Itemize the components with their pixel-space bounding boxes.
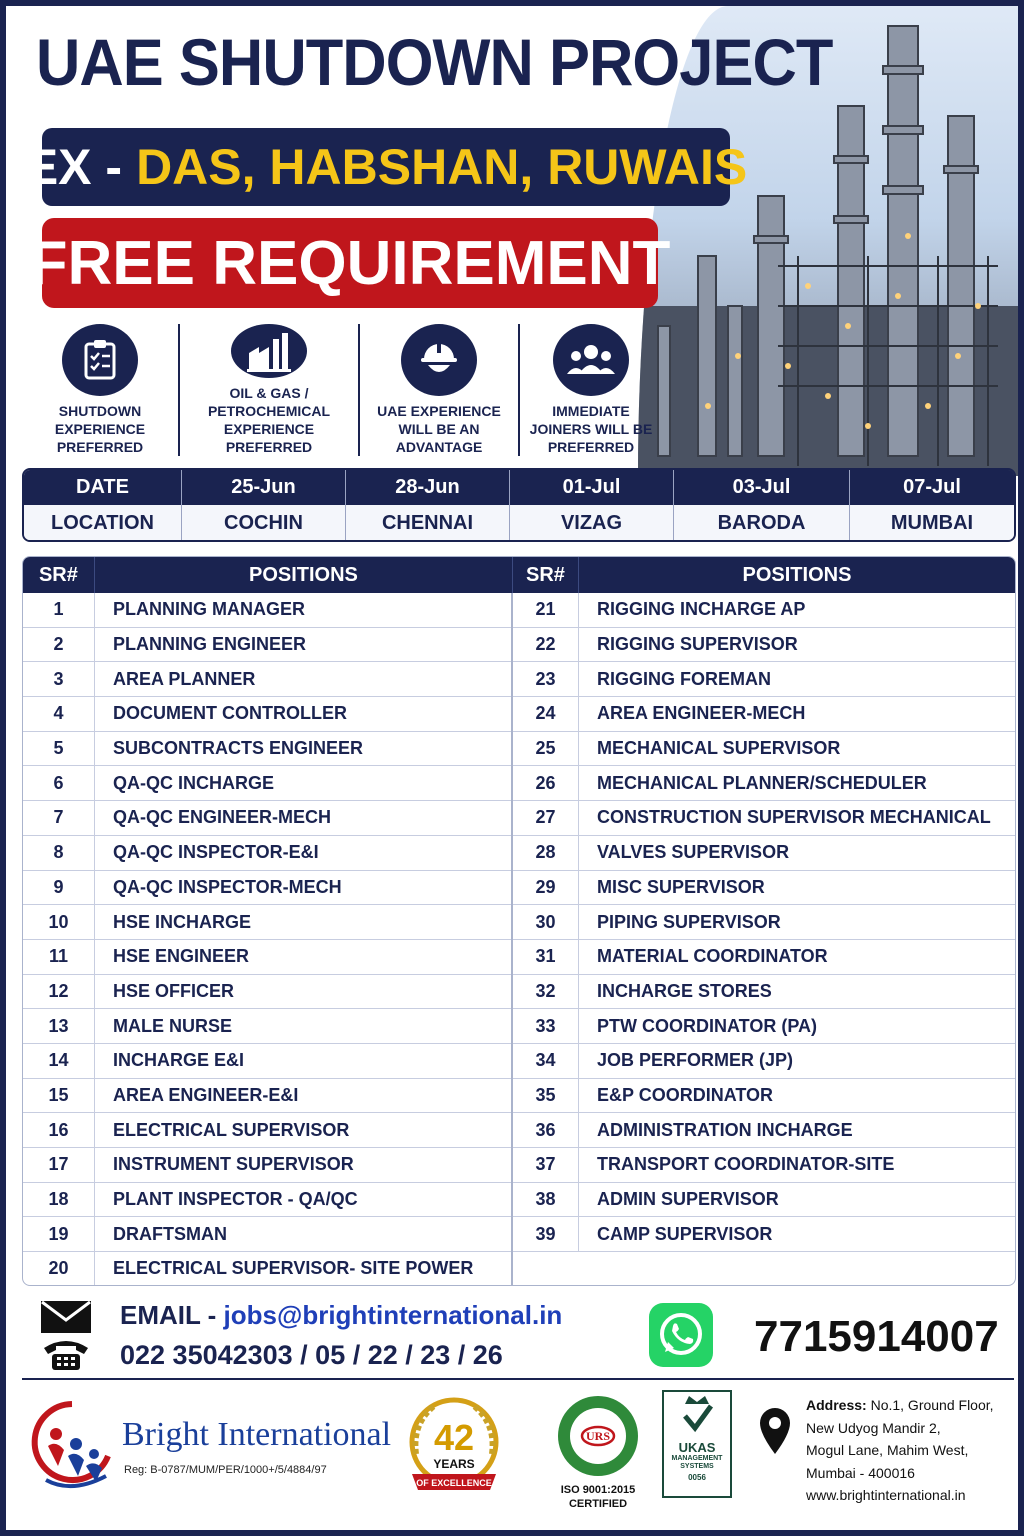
position-row [23, 1009, 511, 1044]
position-row [23, 1148, 511, 1183]
address-label: Address: [806, 1397, 867, 1413]
schedule-date: 28-Jun [346, 470, 510, 505]
position-name: E&P COORDINATOR [597, 1084, 774, 1105]
ex-prefix: EX - [24, 139, 123, 195]
refinery-plant-icon [231, 324, 307, 378]
position-row [23, 662, 511, 697]
position-row [513, 801, 1015, 836]
interview-schedule-table [22, 468, 1016, 542]
iso-certification [538, 1394, 658, 1511]
position-name: MECHANICAL PLANNER/SCHEDULER [597, 772, 927, 793]
position-row [23, 1044, 511, 1079]
position-row [23, 628, 511, 663]
position-name: HSE ENGINEER [113, 946, 250, 967]
feature-uae-experience [360, 324, 520, 456]
position-name: QA-QC INSPECTOR-E&I [113, 842, 319, 863]
position-sr: 1 [23, 593, 95, 627]
position-name: AREA PLANNER [113, 668, 256, 689]
worker-helmet-icon [401, 324, 477, 396]
schedule-date: 25-Jun [182, 470, 346, 505]
position-row [23, 940, 511, 975]
positions-right-column [513, 593, 1015, 1286]
position-name: MALE NURSE [113, 1015, 233, 1036]
position-sr: 6 [23, 766, 95, 800]
whatsapp-number[interactable]: 7715914007 [754, 1312, 999, 1361]
address-line: No.1, Ground Floor, [870, 1397, 994, 1413]
position-row [513, 1148, 1015, 1183]
position-name: TRANSPORT COORDINATOR-SITE [597, 1154, 895, 1175]
schedule-date: 07-Jul [903, 476, 961, 498]
position-name: CAMP SUPERVISOR [597, 1223, 773, 1244]
location-label: LOCATION [24, 505, 182, 542]
position-row [513, 1183, 1015, 1218]
position-sr: 24 [513, 697, 579, 731]
position-sr: 18 [23, 1183, 95, 1217]
feature-shutdown [22, 324, 180, 456]
schedule-location: MUMBAI [890, 512, 974, 534]
schedule-location: BARODA [674, 505, 850, 542]
position-sr: 25 [513, 732, 579, 766]
position-name: INCHARGE STORES [597, 980, 772, 1001]
schedule-location: COCHIN [182, 505, 346, 542]
position-name: RIGGING INCHARGE AP [597, 599, 806, 620]
header-positions: POSITIONS [95, 557, 513, 593]
position-row [513, 975, 1015, 1010]
feature-text: SHUTDOWN EXPERIENCE PREFERRED [54, 403, 146, 455]
address-block [806, 1394, 994, 1507]
position-name: ELECTRICAL SUPERVISOR- SITE POWER [113, 1258, 474, 1279]
position-row [513, 628, 1015, 663]
mail-icon [40, 1300, 92, 1339]
position-name: MECHANICAL SUPERVISOR [597, 738, 841, 759]
position-sr: 13 [23, 1009, 95, 1043]
position-sr: 27 [513, 801, 579, 835]
brand-name: Bright International [122, 1416, 392, 1453]
position-row [513, 1217, 1015, 1252]
position-row [513, 1113, 1015, 1148]
urs-seal-icon [556, 1394, 640, 1478]
position-row [513, 662, 1015, 697]
iso-label: ISO 9001:2015 [560, 1484, 636, 1496]
position-row [23, 732, 511, 767]
position-row [23, 1079, 511, 1114]
feature-oil-gas [180, 324, 360, 456]
header-sr: SR# [513, 557, 579, 593]
email-label: EMAIL - [120, 1300, 217, 1330]
position-name: DOCUMENT CONTROLLER [113, 703, 347, 724]
position-name: PLANNING MANAGER [113, 599, 305, 620]
positions-left-column [23, 593, 513, 1286]
position-sr: 26 [513, 766, 579, 800]
position-row [513, 593, 1015, 628]
position-sr: 20 [23, 1252, 95, 1286]
ukas-code: 0056 [688, 1473, 706, 1482]
position-sr: 8 [23, 836, 95, 870]
ex-locations: DAS, HABSHAN, RUWAIS [136, 139, 748, 195]
registration-number: Reg: B-0787/MUM/PER/1000+/5/4884/97 [124, 1464, 327, 1476]
position-row [23, 871, 511, 906]
position-sr: 4 [23, 697, 95, 731]
email-line [120, 1300, 562, 1331]
position-name: CONSTRUCTION SUPERVISOR MECHANICAL [597, 807, 991, 828]
position-name: INSTRUMENT SUPERVISOR [113, 1154, 354, 1175]
address-line: New Udyog Mandir 2, [806, 1419, 941, 1436]
position-sr: 28 [513, 836, 579, 870]
whatsapp-icon[interactable] [648, 1302, 714, 1373]
position-row [23, 593, 511, 628]
position-sr: 16 [23, 1113, 95, 1147]
position-row [513, 1009, 1015, 1044]
header-positions: POSITIONS [742, 563, 852, 586]
position-name: PTW COORDINATOR (PA) [597, 1015, 817, 1036]
position-row [513, 1044, 1015, 1079]
position-name: AREA ENGINEER-E&I [113, 1084, 299, 1105]
position-name: QA-QC INCHARGE [113, 772, 274, 793]
position-sr: 33 [513, 1009, 579, 1043]
position-name: VALVES SUPERVISOR [597, 842, 790, 863]
position-name: ELECTRICAL SUPERVISOR [113, 1119, 350, 1140]
position-sr: 3 [23, 662, 95, 696]
position-name: ADMIN SUPERVISOR [597, 1189, 779, 1210]
address-line: Mogul Lane, Mahim West, [806, 1442, 969, 1458]
position-row [23, 1113, 511, 1148]
position-sr: 15 [23, 1079, 95, 1113]
position-sr: 22 [513, 628, 579, 662]
ukas-sub1: MANAGEMENT [671, 1455, 723, 1462]
footer [22, 1386, 1014, 1526]
website-link[interactable]: www.brightinternational.in [806, 1487, 966, 1503]
position-name: JOB PERFORMER (JP) [597, 1050, 794, 1071]
position-sr: 2 [23, 628, 95, 662]
position-sr: 19 [23, 1217, 95, 1251]
badge-years: YEARS [433, 1457, 475, 1471]
phone-numbers: 022 35042303 / 05 / 22 / 23 / 26 [120, 1340, 503, 1370]
crown-check-icon [677, 1392, 717, 1436]
feature-text: IMMEDIATE JOINERS WILL BE PREFERRED [529, 403, 653, 455]
42-years-badge [404, 1394, 504, 1509]
position-row [23, 697, 511, 732]
position-sr: 34 [513, 1044, 579, 1078]
ukas-sub2: SYSTEMS [680, 1463, 714, 1470]
group-people-icon [553, 324, 629, 396]
header-sr: SR# [23, 557, 95, 593]
position-row [513, 871, 1015, 906]
position-name: INCHARGE E&I [113, 1050, 245, 1071]
position-sr: 11 [23, 940, 95, 974]
position-row [23, 766, 511, 801]
position-row [23, 801, 511, 836]
position-name: PLANT INSPECTOR - QA/QC [113, 1189, 358, 1210]
address-line: Mumbai - 400016 [806, 1464, 915, 1481]
position-sr: 37 [513, 1148, 579, 1182]
position-sr: 39 [513, 1217, 579, 1251]
position-sr: 17 [23, 1148, 95, 1182]
ukas-title: UKAS [678, 1440, 716, 1455]
position-row [513, 836, 1015, 871]
feature-list [22, 324, 662, 456]
location-pin-icon [758, 1406, 792, 1461]
position-row [513, 697, 1015, 732]
schedule-location-row [24, 505, 1014, 542]
bright-international-logo-icon [26, 1396, 118, 1501]
positions-table [22, 556, 1016, 1286]
position-name: PLANNING ENGINEER [113, 634, 307, 655]
position-name: QA-QC INSPECTOR-MECH [113, 876, 342, 897]
main-title: UAE SHUTDOWN PROJECT [36, 25, 833, 99]
schedule-date: 03-Jul [674, 470, 850, 505]
telephone-icon [42, 1338, 90, 1377]
ex-locations-banner [24, 128, 748, 206]
contact-section [36, 1296, 1006, 1376]
iso-certified: CERTIFIED [568, 1498, 628, 1510]
position-sr: 35 [513, 1079, 579, 1113]
position-sr: 21 [513, 593, 579, 627]
position-row [23, 836, 511, 871]
schedule-location: VIZAG [510, 505, 674, 542]
position-row [513, 766, 1015, 801]
position-sr: 36 [513, 1113, 579, 1147]
badge-number: 42 [433, 1417, 475, 1458]
position-sr: 14 [23, 1044, 95, 1078]
position-name: MATERIAL COORDINATOR [597, 946, 828, 967]
positions-columns [23, 593, 1015, 1286]
position-sr: 5 [23, 732, 95, 766]
schedule-date: 01-Jul [510, 470, 674, 505]
positions-header [23, 557, 1015, 593]
position-name: SUBCONTRACTS ENGINEER [113, 738, 364, 759]
badge-ribbon: OF EXCELLENCE [416, 1478, 492, 1488]
position-row [513, 732, 1015, 767]
email-link[interactable]: jobs@brightinternational.in [223, 1300, 563, 1330]
schedule-date-row [24, 470, 1014, 505]
position-row [513, 940, 1015, 975]
position-name: ADMINISTRATION INCHARGE [597, 1119, 853, 1140]
position-name: RIGGING SUPERVISOR [597, 634, 798, 655]
position-name: DRAFTSMAN [113, 1223, 227, 1244]
position-name: RIGGING FOREMAN [597, 668, 772, 689]
position-sr: 9 [23, 871, 95, 905]
position-row [23, 1183, 511, 1218]
position-name: AREA ENGINEER-MECH [597, 703, 806, 724]
position-name: PIPING SUPERVISOR [597, 911, 781, 932]
footer-divider [22, 1378, 1014, 1380]
position-name: QA-QC ENGINEER-MECH [113, 807, 332, 828]
position-row [23, 975, 511, 1010]
position-name: HSE OFFICER [113, 980, 235, 1001]
date-label: DATE [24, 470, 182, 505]
position-sr: 23 [513, 662, 579, 696]
feature-immediate-joiners [520, 324, 662, 456]
ukas-badge [662, 1390, 732, 1498]
position-row [23, 1252, 511, 1286]
free-requirement-banner: FREE REQUIREMENT [42, 218, 658, 308]
position-row [23, 905, 511, 940]
position-sr: 38 [513, 1183, 579, 1217]
position-sr: 31 [513, 940, 579, 974]
position-row [513, 905, 1015, 940]
feature-text: OIL & GAS / PETROCHEMICAL EXPERIENCE PREFERRED [207, 385, 331, 455]
clipboard-checklist-icon [62, 324, 138, 396]
position-sr: 30 [513, 905, 579, 939]
position-row [23, 1217, 511, 1252]
position-sr: 7 [23, 801, 95, 835]
iso-seal-text: URS [585, 1429, 611, 1443]
position-sr: 12 [23, 975, 95, 1009]
position-sr: 32 [513, 975, 579, 1009]
position-name: MISC SUPERVISOR [597, 876, 765, 897]
position-name: HSE INCHARGE [113, 911, 252, 932]
feature-text: UAE EXPERIENCE WILL BE AN ADVANTAGE [377, 403, 501, 455]
position-row [513, 1079, 1015, 1114]
position-sr: 29 [513, 871, 579, 905]
schedule-location: CHENNAI [346, 505, 510, 542]
position-sr: 10 [23, 905, 95, 939]
